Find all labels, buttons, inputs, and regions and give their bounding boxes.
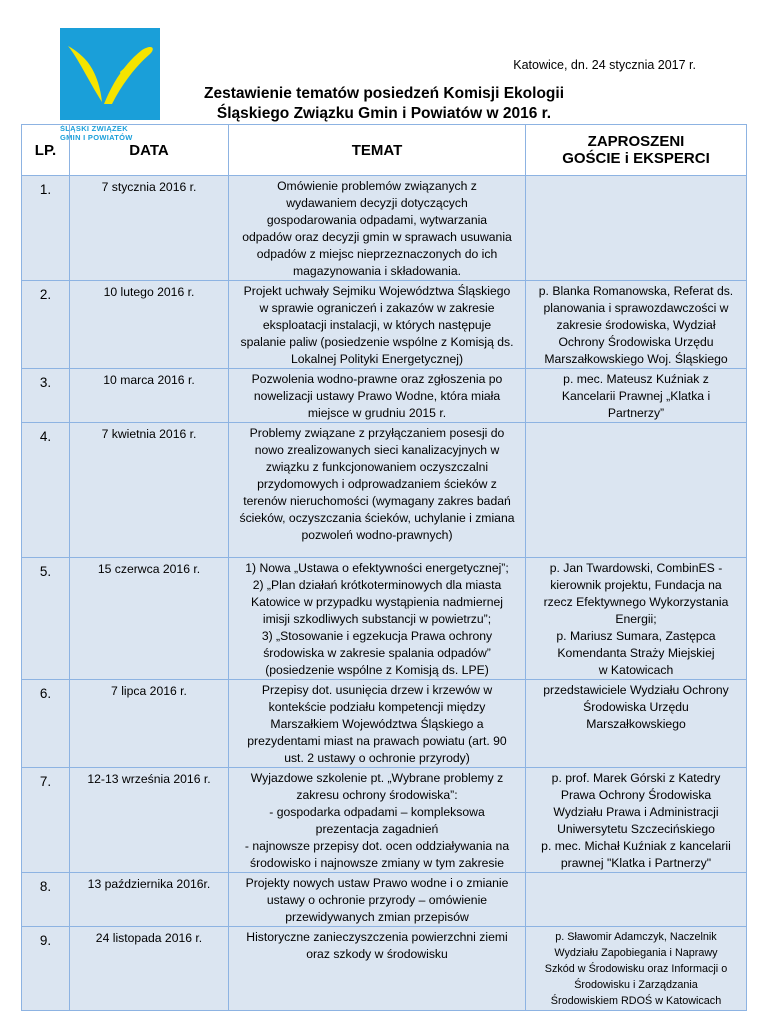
meeting-topic [229, 927, 526, 1011]
topic-line: Marszałkiem Województwa Śląskiego a [270, 717, 484, 731]
guest-line: Marszałkowskiego Woj. Śląskiego [544, 352, 728, 366]
topic-line: terenów nieruchomości (wymagany zakres badań [243, 494, 511, 508]
topic-line: spalanie paliw (posiedzenie wspólne z Komisją ds. [240, 335, 514, 349]
meeting-date: 12-13 września 2016 r. [70, 768, 229, 873]
guest-line: w Katowicach [598, 663, 674, 677]
topic-line: zakresu ochrony środowiska”: [296, 788, 458, 802]
meeting-topic [229, 768, 526, 873]
meeting-guests [526, 423, 747, 558]
meeting-date: 10 marca 2016 r. [70, 369, 229, 423]
topic-line: miejsce w grudniu 2015 r. [307, 406, 447, 420]
meeting-guests [526, 927, 747, 1011]
row-number: 9. [22, 927, 70, 1011]
meeting-topic [229, 281, 526, 369]
topic-line: ust. 2 ustawy o ochronie przyrody) [284, 751, 470, 765]
topic-line: przydomowych i odprowadzaniem ścieków z [257, 477, 497, 491]
topic-line: oraz szkody w środowisku [306, 947, 448, 961]
row-number: 3. [22, 369, 70, 423]
topic-line: nowo zrealizowanych sieci kanalizacyjnych w [254, 443, 500, 457]
table-row [22, 558, 747, 680]
topic-line: 2) „Plan działań krótkoterminowych dla miasta [252, 578, 502, 592]
topic-line: przewidywanych zmian przepisów [285, 910, 469, 924]
meeting-topic [229, 423, 526, 558]
topic-line: odpadów oraz decyzji gmin w sprawach usuwania [242, 230, 512, 244]
topic-line: Pozwolenia wodno-prawne oraz zgłoszenia po [251, 372, 503, 386]
guest-line: Komendanta Straży Miejskiej [557, 646, 715, 660]
meeting-guests [526, 768, 747, 873]
topic-line: (posiedzenie wspólne z Komisją ds. LPE) [265, 663, 489, 677]
guest-line: Uniwersytetu Szczecińskiego [557, 822, 715, 836]
row-number: 8. [22, 873, 70, 927]
table-row [22, 423, 747, 558]
guest-line: p. Jan Twardowski, CombinES - [549, 561, 723, 575]
guest-line: Środowisku i Zarządzania [574, 979, 698, 991]
guest-line: przedstawiciele Wydziału Ochrony [543, 683, 729, 697]
table-row [22, 680, 747, 768]
title-line: Śląskiego Związku Gmin i Powiatów w 2016 r. [216, 105, 552, 122]
meeting-guests [526, 558, 747, 680]
topic-line: imisji szkodliwych substancji w powietrzu”; [262, 612, 492, 626]
topic-line: Projekt uchwały Sejmiku Województwa Śląskiego [243, 284, 511, 298]
table-row [22, 176, 747, 281]
table-row [22, 369, 747, 423]
row-number: 2. [22, 281, 70, 369]
header-guests: ZAPROSZENI GOŚCIE i EKSPERCI [526, 125, 747, 176]
meeting-guests [526, 369, 747, 423]
topic-line: 3) „Stosowanie i egzekucja Prawa ochrony [261, 629, 493, 643]
topic-line: Projekty nowych ustaw Prawo wodne i o zmianie [245, 876, 509, 890]
topic-line: Problemy związane z przyłączaniem posesji do [249, 426, 505, 440]
topic-line: prezentacja zagadnień [315, 822, 439, 836]
document-date: Katowice, dn. 24 stycznia 2017 r. [513, 58, 696, 72]
guest-line: p. mec. Mateusz Kuźniak z [563, 372, 709, 386]
meeting-guests [526, 176, 747, 281]
topic-line: wydawaniem decyzji dotyczących [286, 196, 468, 210]
topic-line: Wyjazdowe szkolenie pt. „Wybrane problemy z [250, 771, 504, 785]
logo-text: ŚLĄSKI ZWIĄZEK GMIN I POWIATÓW [60, 124, 133, 142]
topic-line: Omówienie problemów związanych z [277, 179, 477, 193]
guest-line: Ochrony Środowiska Urzędu [558, 335, 714, 349]
topic-line: eksploatacji instalacji, w których następuje [262, 318, 492, 332]
header-lp: LP. [22, 125, 70, 176]
meeting-date: 24 listopada 2016 r. [70, 927, 229, 1011]
guest-line: Prawa Ochrony Środowiska [560, 788, 712, 802]
guest-line: planowania i sprawozdawczości w [543, 301, 729, 315]
topic-line: magazynowania i składowania. [292, 264, 461, 278]
title-line: Zestawienie tematów posiedzeń Komisji Ekologii [203, 85, 565, 102]
row-number: 5. [22, 558, 70, 680]
meeting-date: 15 czerwca 2016 r. [70, 558, 229, 680]
meeting-date: 7 kwietnia 2016 r. [70, 423, 229, 558]
guest-line: Wydziału Zapobiegania i Naprawy [554, 947, 718, 959]
meeting-guests [526, 281, 747, 369]
topic-line: w sprawie ograniczeń i zakazów w zakresie [259, 301, 495, 315]
row-number: 7. [22, 768, 70, 873]
meeting-guests [526, 680, 747, 768]
guest-line: rzecz Efektywnego Wykorzystania [543, 595, 729, 609]
row-number: 4. [22, 423, 70, 558]
header-topic: TEMAT [229, 125, 526, 176]
guest-line: kierownik projektu, Fundacja na [550, 578, 722, 592]
meeting-topic [229, 873, 526, 927]
meeting-guests [526, 873, 747, 927]
guest-line: Środowiska Urzędu [583, 700, 689, 714]
guest-line: Partnerzy” [607, 406, 665, 420]
guest-line: prawnej "Klatka i Partnerzy" [560, 856, 712, 870]
topic-line: gospodarowania odpadami, wytwarzania [266, 213, 488, 227]
row-number: 1. [22, 176, 70, 281]
row-number: 6. [22, 680, 70, 768]
table-row [22, 768, 747, 873]
meeting-date: 13 października 2016r. [70, 873, 229, 927]
topic-line: prezydentami miast na prawach powiatu (art. 90 [247, 734, 507, 748]
topic-line: 1) Nowa „Ustawa o efektywności energetycznej”; [245, 561, 509, 575]
guest-line: p. prof. Marek Górski z Katedry [551, 771, 721, 785]
topic-line: nowelizacji ustawy Prawo Wodne, która miała [253, 389, 501, 403]
topic-line: Katowice w przypadku wystąpienia nadmiernej [250, 595, 503, 609]
header-date: DATA [70, 125, 229, 176]
topic-line: związku z funkcjonowaniem oczyszczalni [265, 460, 489, 474]
topic-line: - gospodarka odpadami – kompleksowa [269, 805, 485, 819]
meetings-table [21, 124, 747, 1011]
topic-line: środowiska w zakresie spalania odpadów” [263, 646, 491, 660]
topic-line: ustawy o ochronie przyrody – omówienie [266, 893, 488, 907]
guest-line: p. Blanka Romanowska, Referat ds. [538, 284, 734, 298]
meeting-topic [229, 680, 526, 768]
guest-line: Wydziału Prawa i Administracji [553, 805, 719, 819]
guest-line: p. Mariusz Sumara, Zastępca [556, 629, 716, 643]
topic-line: ścieków, oczyszczania ścieków, uchylanie i zmiana [239, 511, 515, 525]
guest-line: Energii; [615, 612, 657, 626]
guest-line: Kancelarii Prawnej „Klatka i [561, 389, 711, 403]
document-title [0, 84, 768, 124]
table-header-row [22, 125, 747, 176]
meeting-date: 7 lipca 2016 r. [70, 680, 229, 768]
guest-line: Środowiskiem RDOŚ w Katowicach [550, 995, 722, 1007]
guest-line: Marszałkowskiego [586, 717, 686, 731]
meeting-topic [229, 369, 526, 423]
topic-line: pozwoleń wodno-prawnych) [301, 528, 453, 542]
table-row [22, 873, 747, 927]
guest-line: Szkód w Środowisku oraz Informacji o [544, 963, 728, 975]
guest-line: p. mec. Michał Kuźniak z kancelarii [541, 839, 731, 853]
topic-line: - najnowsze przepisy dot. ocen oddziaływania na [244, 839, 510, 853]
meeting-topic [229, 176, 526, 281]
guest-line: zakresie środowiska, Wydział [556, 318, 716, 332]
topic-line: Historyczne zanieczyszczenia powierzchni ziemi [246, 930, 508, 944]
meeting-topic [229, 558, 526, 680]
topic-line: Lokalnej Polityki Energetycznej) [290, 352, 464, 366]
meeting-date: 10 lutego 2016 r. [70, 281, 229, 369]
meeting-date: 7 stycznia 2016 r. [70, 176, 229, 281]
topic-line: kontekście podziału kompetencji między [268, 700, 486, 714]
topic-line: Przepisy dot. usunięcia drzew i krzewów w [261, 683, 493, 697]
topic-line: odpadów z miejsc nieprzeznaczonych do ich [256, 247, 498, 261]
guest-line: p. Sławomir Adamczyk, Naczelnik [555, 931, 717, 943]
topic-line: środowisko i najnowsze zmiany w tym zakresie [250, 856, 504, 870]
table-row [22, 281, 747, 369]
table-row [22, 927, 747, 1011]
